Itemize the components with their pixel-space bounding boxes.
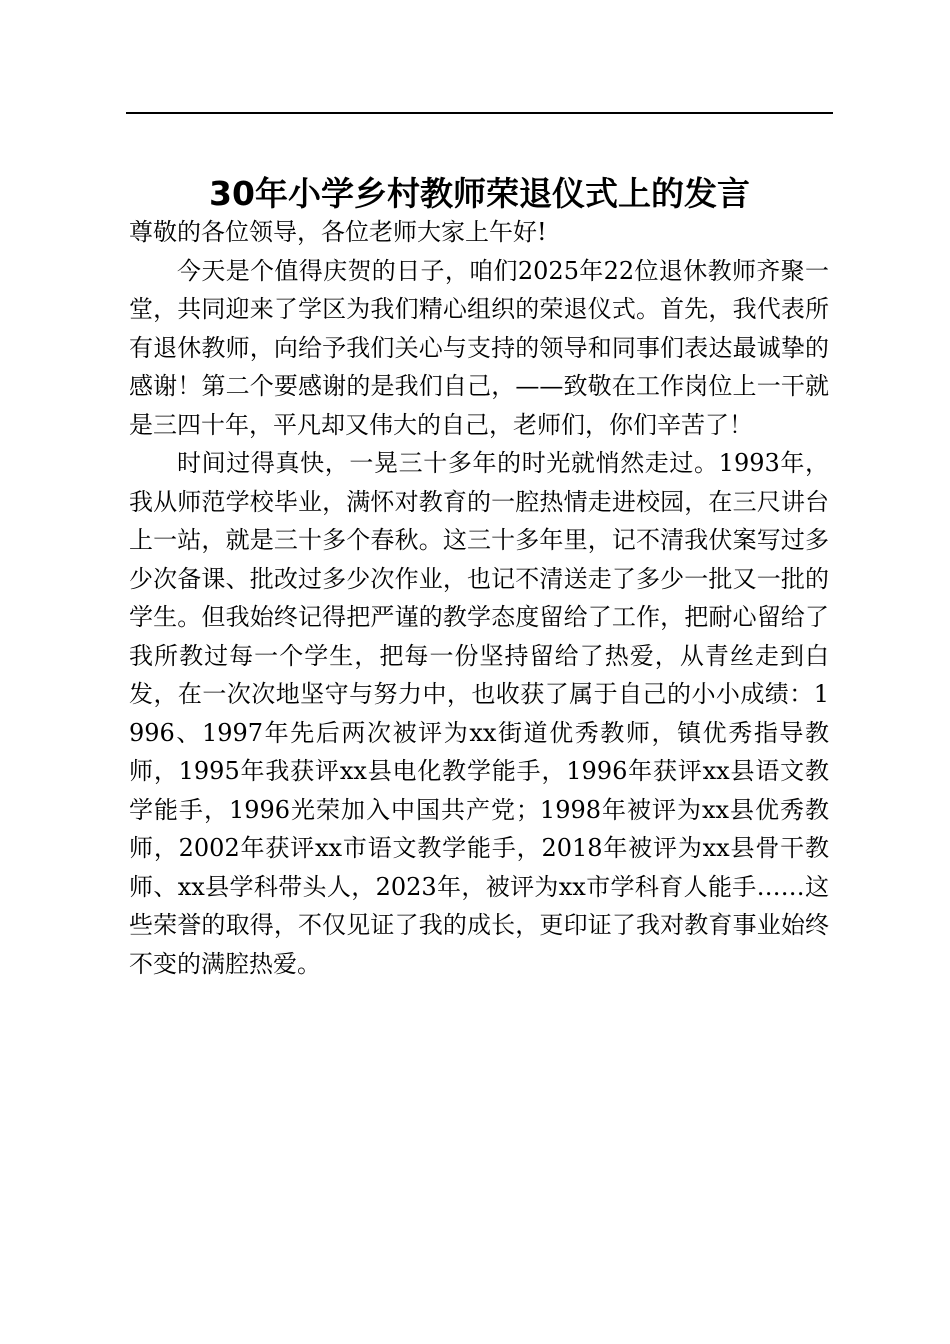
paragraph-1: 今天是个值得庆贺的日子，咱们2025年22位退休教师齐聚一堂，共同迎来了学区为我们精心组织的荣退仪式。首先，我代表所有退休教师，向给予我们关心与支持的领导和同事们表达最诚挚的感谢！第二个要感谢的是我们自己，——致敬在工作岗位上一干就是三四十年，平凡却又伟大的自己，老师们，你们辛苦了！ (129, 256, 829, 439)
header-rule (126, 112, 833, 114)
paragraph-2: 时间过得真快，一晃三十多年的时光就悄然走过。1993年，我从师范学校毕业，满怀对教育的一腔热情走进校园，在三尺讲台上一站，就是三十多个春秋。这三十多年里，记不清我伏案写过多少次备课、批改过多少次作业，也记不清送走了多少一批又一批的学生。但我始终记得把严谨的教学态度留给了工作，把耐心留给了我所教过每一个学生，把每一份坚持留给了热爱，从青丝走到白发，在一次次地坚守与努力中，也收获了属于自己的小小成绩：1996、1997年先后两次被评为xx街道优秀教师，镇优秀指导教师，1995年我获评xx县电化教学能手，1996年获评xx县语文教学能手，1996光荣加入中国共产党；1998年被评为xx县优秀教师，2002年获评xx市语文教学能手，2018年被评为xx县骨干教师、xx县学科带头人，2023年，被评为xx市学科育人能手……这些荣誉的取得，不仅见证了我的成长，更印证了我对教育事业始终不变的满腔热爱。 (129, 449, 829, 978)
greeting: 尊敬的各位领导，各位老师大家上午好! (129, 218, 547, 246)
document-body (129, 213, 829, 983)
document-title: 30年小学乡村教师荣退仪式上的发言 (209, 174, 750, 213)
